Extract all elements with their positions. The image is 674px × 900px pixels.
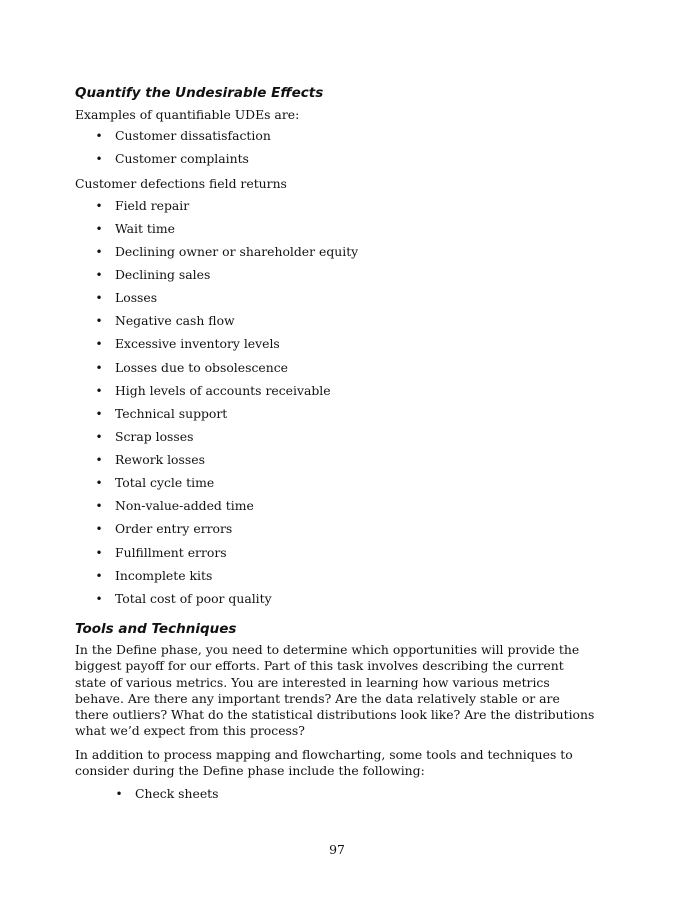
bullet-icon: • (95, 199, 103, 213)
page-number: 97 (329, 842, 345, 857)
bullet-icon: • (95, 569, 103, 583)
udes-intro-text: Examples of quantifiable UDEs are: (75, 107, 300, 122)
udes-standalone-line: Customer defections field returns (75, 176, 287, 191)
bullet-icon: • (95, 129, 103, 143)
bullet-icon: • (95, 407, 103, 421)
bullet-icon: • (95, 337, 103, 351)
bullet-icon: • (95, 361, 103, 375)
bullet-icon: • (95, 592, 103, 606)
bullet-icon: • (95, 245, 103, 259)
section-heading-quantify-udes: Quantify the Undesirable Effects (75, 85, 324, 101)
bullet-icon: • (95, 546, 103, 560)
section-heading-tools-techniques: Tools and Techniques (75, 621, 237, 637)
bullet-icon: • (95, 522, 103, 536)
bullet-icon: • (95, 499, 103, 513)
bullet-icon: • (95, 291, 103, 305)
bullet-icon: • (95, 430, 103, 444)
bullet-icon: • (95, 384, 103, 398)
tools-paragraph-2: In addition to process mapping and flowcharting, some tools and techniques to consider during the Define phase include the following: (75, 747, 573, 779)
bullet-icon: • (95, 314, 103, 328)
bullet-icon: • (95, 268, 103, 282)
tools-bullet-list (0, 784, 400, 804)
tools-paragraph-1: In the Define phase, you need to determine which opportunities will provide the biggest payoff for our efforts. Part of this task involves describing the current state of various metrics. You are interested in learning how various metrics behave. Are there any important trends? Are the data relatively stable or are there outliers? What do the statistical distributions look like? Are the distributions what we’d expect from this process? (75, 642, 595, 739)
bullet-icon: • (95, 152, 103, 166)
bullet-icon: • (95, 222, 103, 236)
list-item: Check sheets (135, 786, 219, 801)
bullet-icon: • (95, 476, 103, 490)
document-page: Quantify the Undesirable Effects Examples of quantifiable UDEs are: • Customer dissatisfaction • Customer complaints Customer defections field returns • Field repair • Wait time • Declining owner or shareholder equity • Declining sales • Losses • Negative cash flow • Excessive inventory levels • Losses due to obsolescence • High levels of accounts receivable • Technical support • Scrap losses • Rework losses • Total cycle time • Non-value-added time • Order entry errors • Fulfillment errors • Incomplete kits • Total cost of poor quality Tools and Techniques In the Define phase, you need to determine which opportunities will provide the biggest payoff for our efforts. Part of this task involves describing the current state of various metrics. You are interested in learning how various metrics behave. Are there any important trends? Are the data relatively stable or are there outliers? What do the statistical distributions look like? Are the distributions what we’d expect from this process? In addition to process mapping and flowcharting, some tools and techniques to consider during the Define phase include the following: • Check sheets 97 (0, 0, 674, 900)
bullet-icon: • (95, 453, 103, 467)
bullet-icon: • (115, 787, 123, 801)
